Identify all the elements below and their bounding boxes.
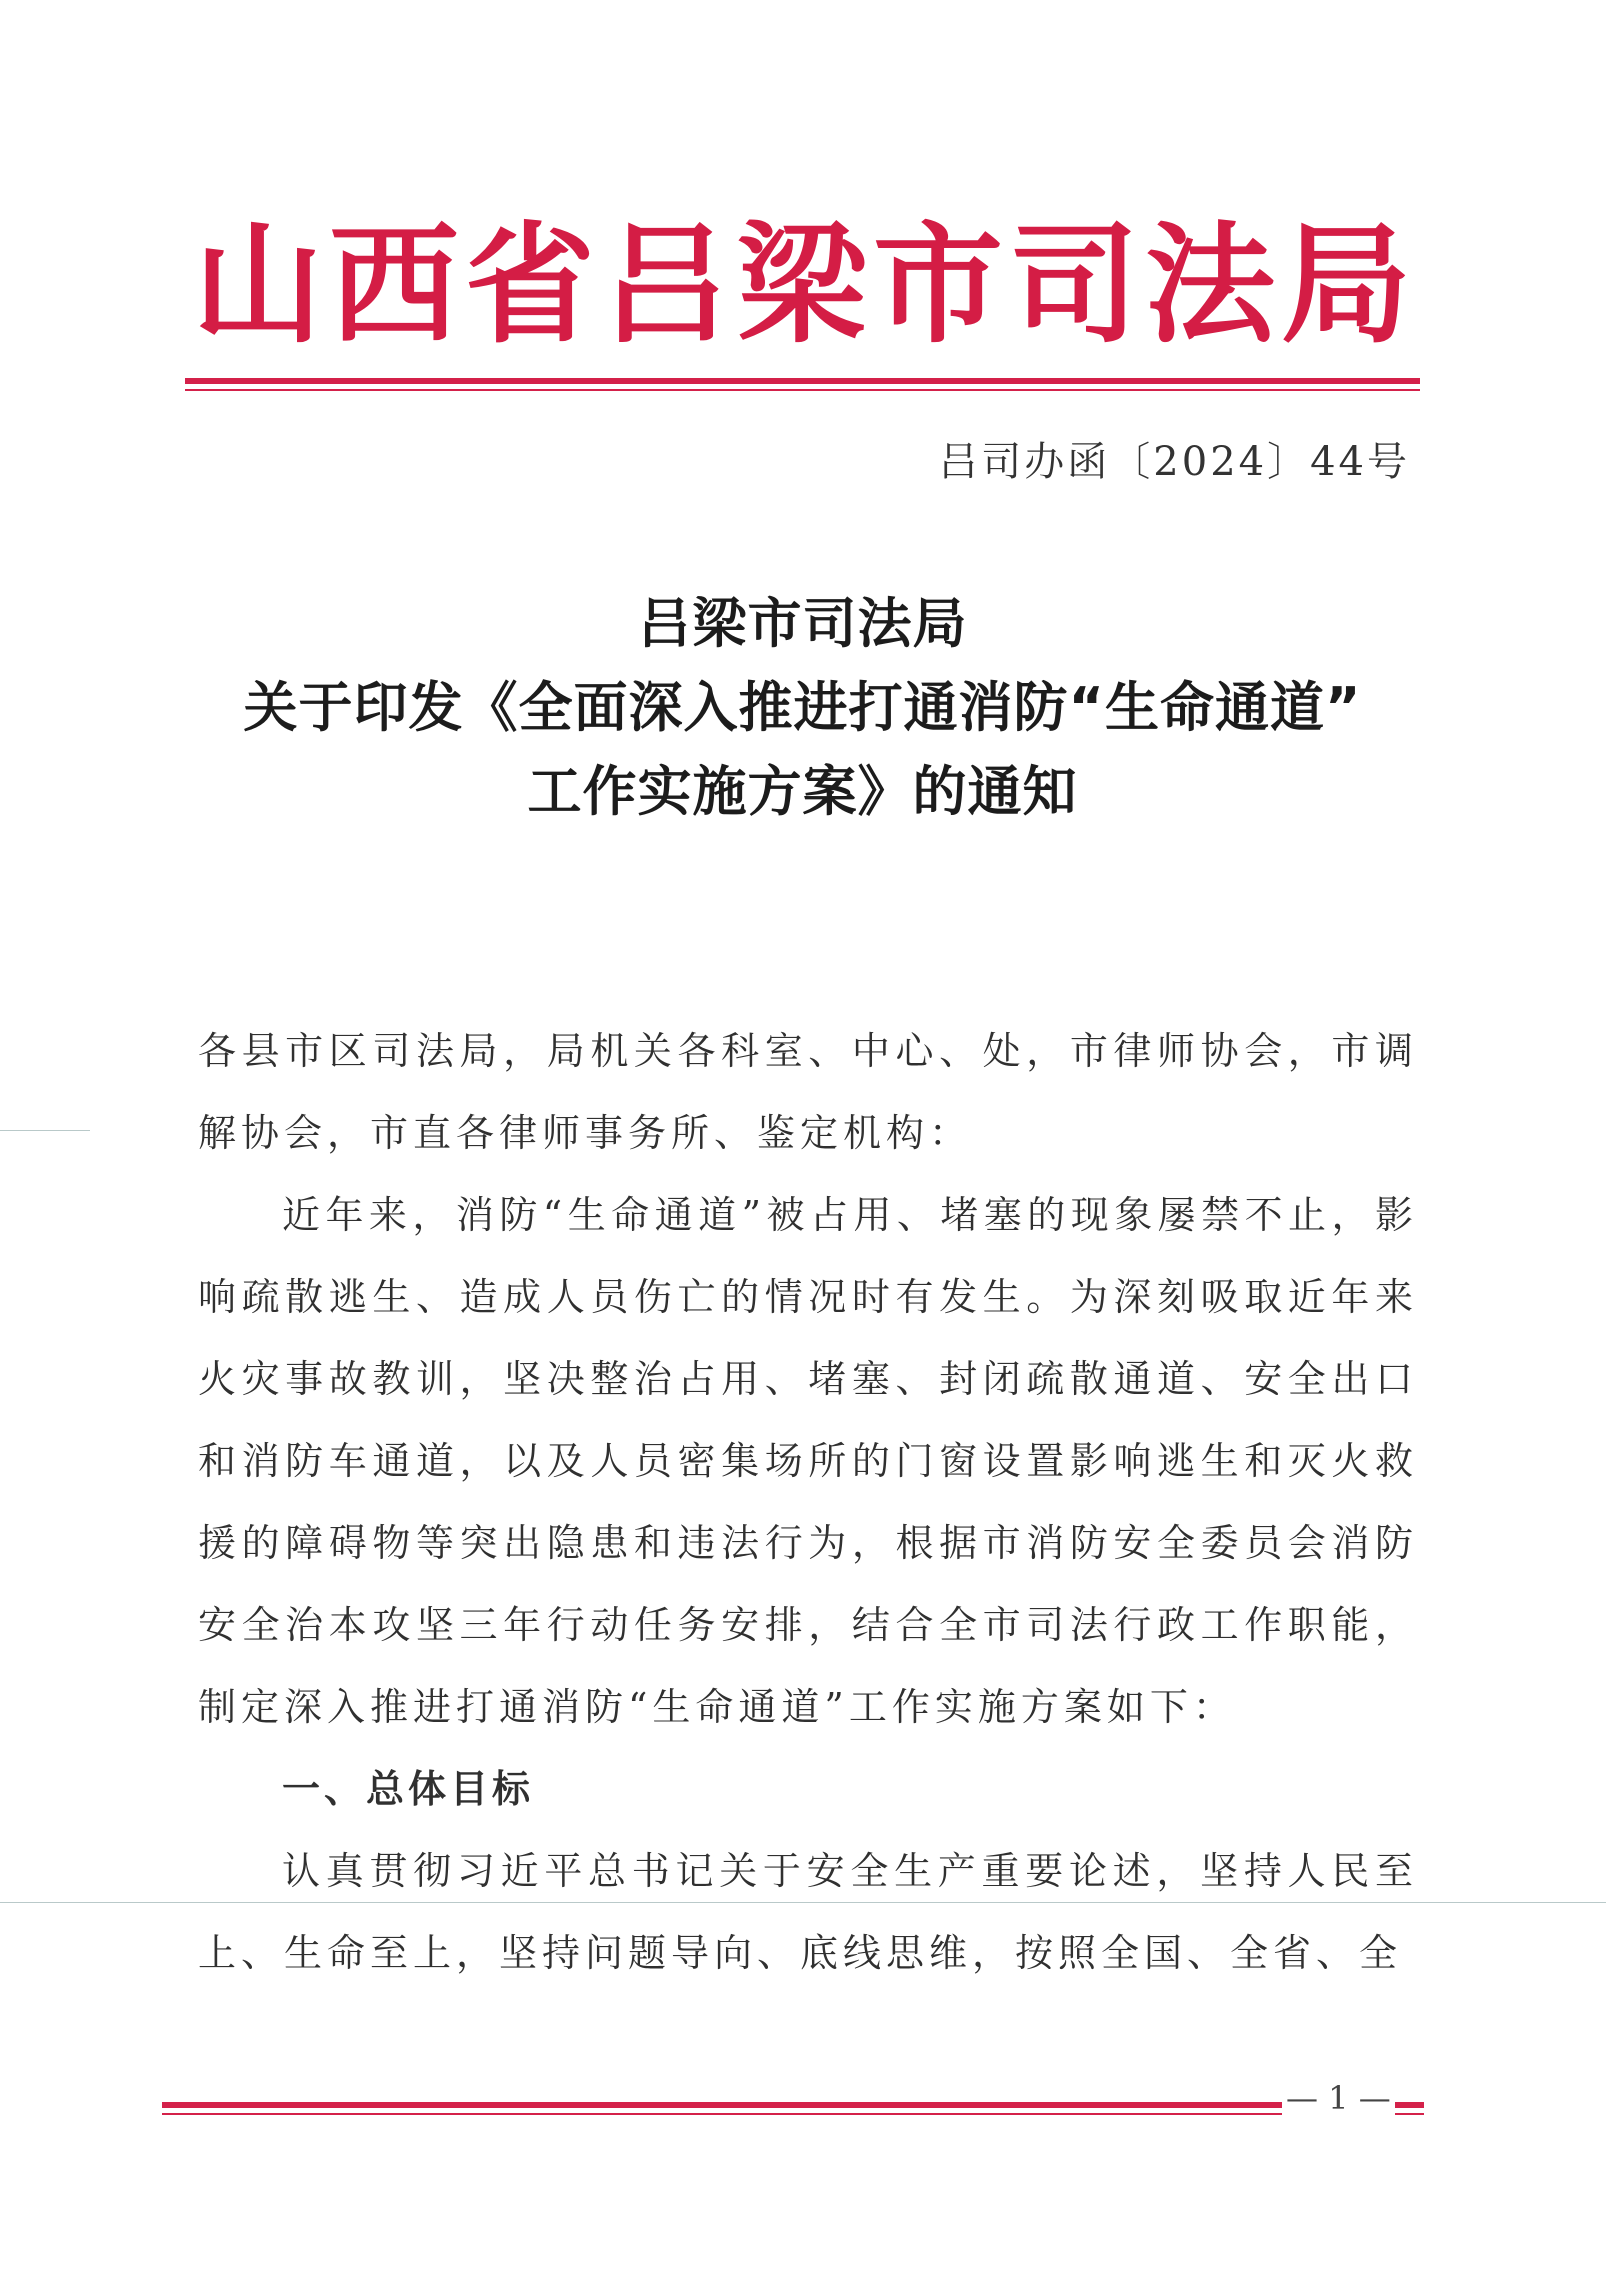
- footer-rule-thick: [162, 2102, 1424, 2108]
- agency-masthead: 山西省吕梁市司法局: [192, 208, 1417, 361]
- page-number: — 1 —: [1282, 2078, 1395, 2118]
- scan-artifact-mark: [0, 1130, 90, 1131]
- title-line-1: 吕梁市司法局: [637, 592, 968, 655]
- section-paragraph: 认真贯彻习近平总书记关于安全生产重要论述，坚持人民至上、生命至上，坚持问题导向、底线思维，按照全国、全省、全: [198, 1849, 1418, 1975]
- document-title: [180, 582, 1425, 834]
- masthead-rule-thick: [185, 378, 1420, 384]
- recipients-paragraph: 各县市区司法局，局机关各科室、中心、处，市律师协会，市调解协会，市直各律师事务所、鉴定机构：: [198, 1029, 1418, 1155]
- scan-artifact-line: [0, 1902, 1606, 1903]
- footer-rule-thin: [162, 2113, 1424, 2115]
- document-number: 吕司办函〔2024〕44号: [938, 439, 1410, 485]
- intro-paragraph: 近年来，消防“生命通道”被占用、堵塞的现象屡禁不止，影响疏散逃生、造成人员伤亡的情况时有发生。为深刻吸取近年来火灾事故教训，坚决整治占用、堵塞、封闭疏散通道、安全出口和消防车通道，以及人员密集场所的门窗设置影响逃生和灭火救援的障碍物等突出隐患和违法行为，根据市消防安全委员会消防安全治本攻坚三年行动任务安排，结合全市司法行政工作职能，制定深入推进打通消防“生命通道”工作实施方案如下：: [198, 1193, 1418, 1729]
- title-line-3: 工作实施方案》的通知: [527, 760, 1078, 823]
- masthead-rule-thin: [185, 389, 1420, 391]
- document-body: [198, 1010, 1418, 1994]
- section-heading-overall-goal: 一、总体目标: [282, 1767, 535, 1811]
- title-line-2: 关于印发《全面深入推进打通消防“生命通道”: [243, 676, 1362, 739]
